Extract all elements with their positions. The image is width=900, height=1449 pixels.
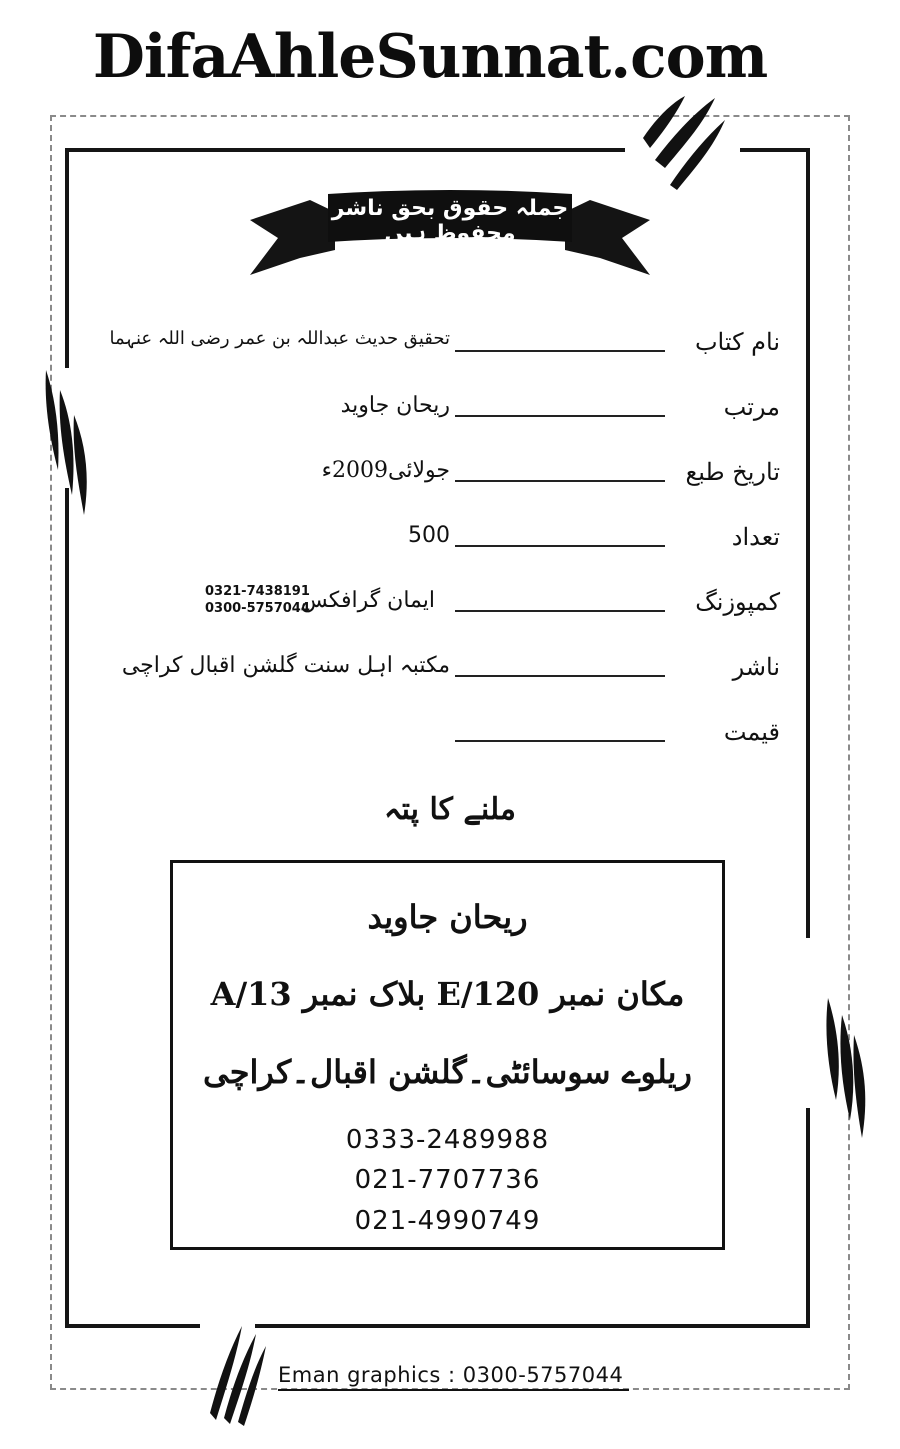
detail-row-publisher [121, 645, 780, 705]
composing-phone: 0321-7438191 [205, 584, 310, 599]
decorative-stroke-icon-left [38, 360, 98, 520]
detail-label: تاریخ طبع [685, 458, 780, 486]
frame-bottom-right [255, 1324, 810, 1328]
detail-dash-line [455, 740, 665, 742]
address-phone: 021-4990749 [354, 1206, 541, 1236]
detail-row-title [109, 320, 780, 380]
detail-value: ایمان گرافکس [300, 588, 435, 613]
address-line-1: مکان نمبر E/120 بلاک نمبر 13/A [210, 975, 685, 1013]
detail-label: کمپوزنگ [695, 588, 780, 616]
composing-phone: 0300-5757044 [205, 601, 310, 616]
frame-bottom-left [65, 1324, 200, 1328]
composing-phones [205, 583, 310, 617]
site-title[interactable]: DifaAhleSunnat.com [92, 22, 768, 92]
detail-row-composing [180, 580, 780, 640]
detail-value: جولائی2009ء [321, 458, 450, 483]
frame-left-top [65, 148, 69, 368]
detail-dash-line [455, 415, 665, 417]
detail-label: قیمت [723, 718, 780, 746]
detail-dash-line [455, 675, 665, 677]
address-phone: 0333-2489988 [345, 1125, 550, 1155]
address-box [170, 860, 725, 1250]
frame-right-bottom [806, 1108, 810, 1328]
detail-label: مرتب [723, 393, 780, 421]
detail-value: تحقیق حدیث عبداللہ بن عمر رضی اللہ عنہما [109, 328, 450, 349]
detail-value: ریحان جاوید [340, 393, 450, 418]
detail-label: ناشر [732, 653, 780, 681]
decorative-stroke-icon-bottom-left [200, 1318, 270, 1428]
detail-dash-line [455, 610, 665, 612]
detail-value: مکتبہ اہل سنت گلشن اقبال کراچی [121, 653, 450, 678]
detail-row-quantity [180, 515, 780, 575]
frame-top-left [65, 148, 625, 152]
frame-left-bottom [65, 488, 69, 1328]
detail-label: تعداد [731, 523, 780, 551]
frame-top-right [740, 148, 810, 152]
detail-label: نام کتاب [694, 328, 780, 356]
address-line-2: ریلوے سوسائٹی۔گلشن اقبال۔کراچی [203, 1053, 692, 1091]
detail-dash-line [455, 350, 665, 352]
banner-title: جملہ حقوق بحق ناشر محفوظ ہیں [331, 196, 569, 246]
detail-row-price [180, 710, 780, 770]
footer-credit: Eman graphics : 0300-5757044 [278, 1363, 629, 1391]
address-name: ریحان جاوید [367, 898, 528, 936]
detail-value: 500 [408, 523, 450, 548]
detail-dash-line [455, 545, 665, 547]
detail-row-print-date [180, 450, 780, 510]
availability-heading: ملنے کا پتہ [384, 792, 516, 827]
detail-dash-line [455, 480, 665, 482]
decorative-stroke-icon-right [818, 990, 873, 1140]
address-phone: 021-7707736 [354, 1165, 541, 1195]
detail-row-compiler [180, 385, 780, 445]
